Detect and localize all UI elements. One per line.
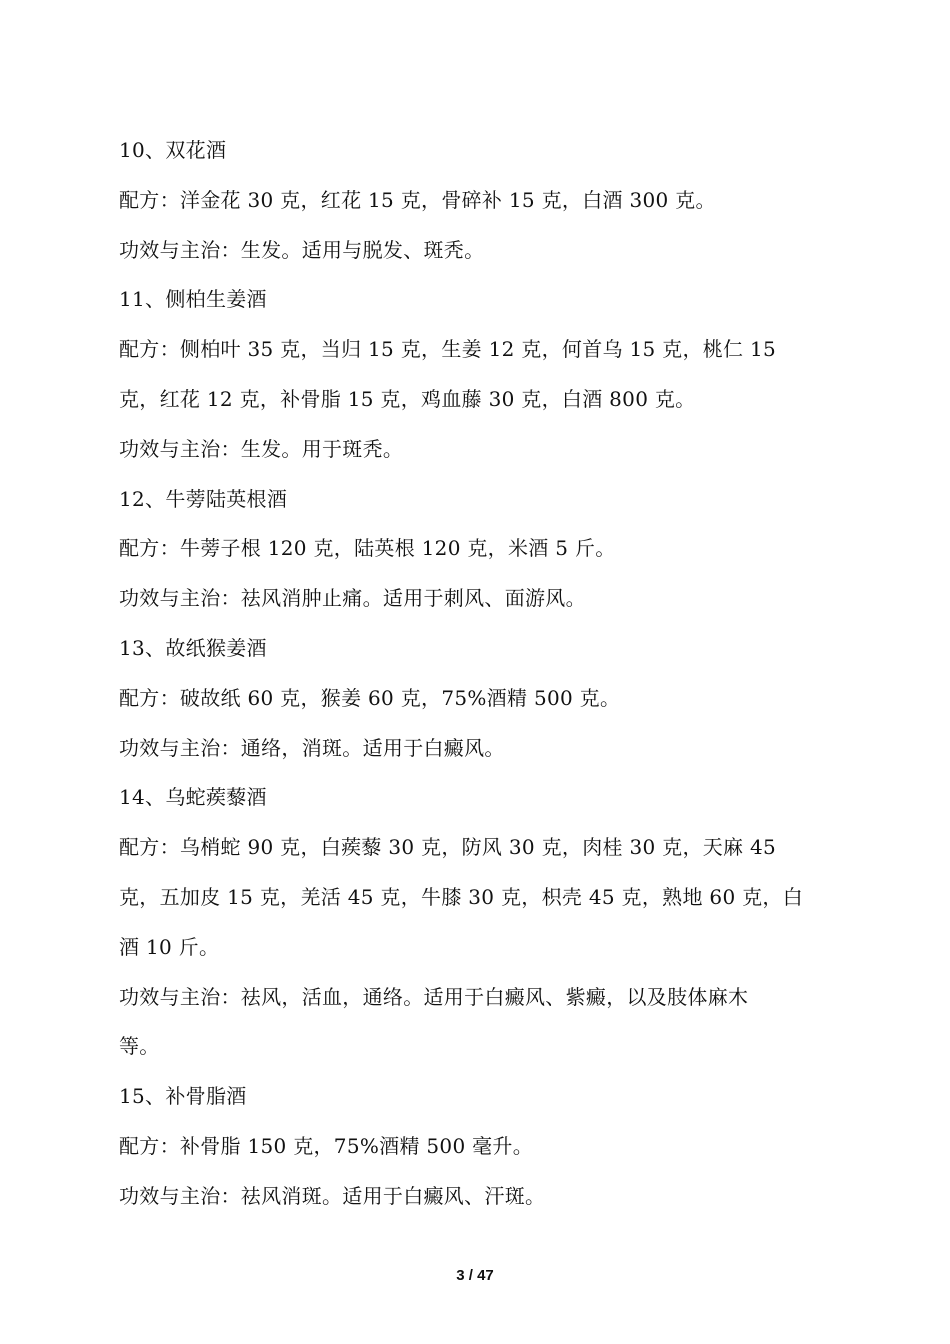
recipe-effects: 功效与主治：祛风，活血，通络。适用于白癜风、紫癜，以及肢体麻木 [119, 984, 749, 1009]
recipe-ingredients: 配方：破故纸 60 克，猴姜 60 克，75%酒精 500 克。 [119, 685, 621, 710]
recipe-effects: 功效与主治：祛风消斑。适用于白癜风、汗斑。 [119, 1183, 546, 1208]
recipe-ingredients: 配方：补骨脂 150 克，75%酒精 500 毫升。 [119, 1133, 534, 1158]
section-heading: 15、补骨脂酒 [119, 1084, 247, 1109]
recipe-effects: 功效与主治：生发。用于斑秃。 [119, 436, 404, 461]
section-heading: 13、故纸猴姜酒 [119, 635, 267, 660]
section-heading: 14、乌蛇蒺藜酒 [119, 785, 267, 810]
page-number: 3 / 47 [456, 1267, 494, 1284]
recipe-effects: 功效与主治：生发。适用与脱发、斑秃。 [119, 237, 485, 262]
recipe-ingredients-continued: 克，五加皮 15 克，羌活 45 克，牛膝 30 克，枳壳 45 克，熟地 60 克，白 [119, 884, 804, 909]
recipe-ingredients: 配方：乌梢蛇 90 克，白蒺藜 30 克，防风 30 克，肉桂 30 克，天麻 45 [119, 835, 777, 860]
recipe-ingredients: 配方：洋金花 30 克，红花 15 克，骨碎补 15 克，白酒 300 克。 [119, 187, 716, 212]
recipe-effects: 功效与主治：通络，消斑。适用于白癜风。 [119, 735, 505, 760]
recipe-ingredients: 配方：牛蒡子根 120 克，陆英根 120 克，米酒 5 斤。 [119, 536, 616, 561]
recipe-effects: 功效与主治：祛风消肿止痛。适用于刺风、面游风。 [119, 586, 586, 611]
section-heading: 11、侧柏生姜酒 [119, 287, 267, 312]
recipe-ingredients: 配方：侧柏叶 35 克，当归 15 克，生姜 12 克，何首乌 15 克，桃仁 15 [119, 337, 777, 362]
recipe-ingredients-continued: 克，红花 12 克，补骨脂 15 克，鸡血藤 30 克，白酒 800 克。 [119, 386, 696, 411]
section-heading: 12、牛蒡陆英根酒 [119, 486, 288, 511]
document-body [119, 126, 819, 1222]
section-heading: 10、双花酒 [119, 138, 227, 162]
recipe-ingredients-continued: 酒 10 斤。 [119, 934, 220, 959]
recipe-effects-continued: 等。 [119, 1034, 160, 1059]
